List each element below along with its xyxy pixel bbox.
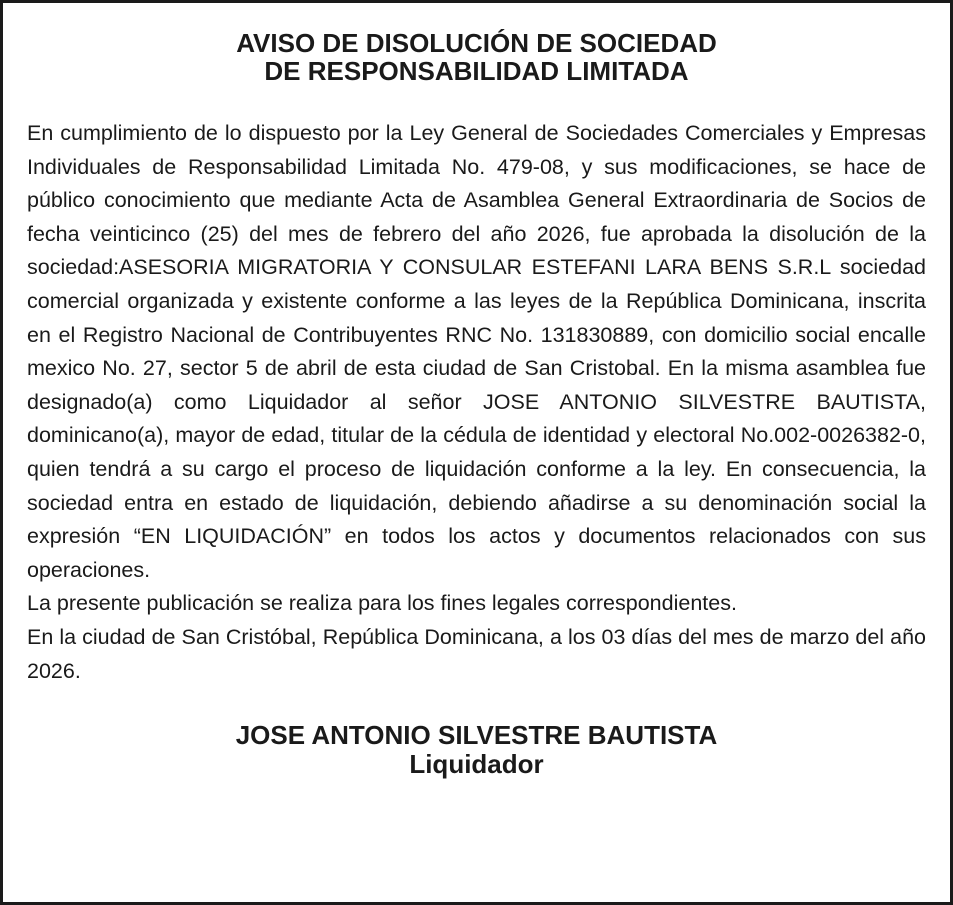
signature-block bbox=[27, 721, 926, 779]
notice-title-line-1: AVISO DE DISOLUCIÓN DE SOCIEDAD bbox=[236, 28, 717, 58]
notice-body bbox=[27, 117, 926, 688]
signer-role: Liquidador bbox=[409, 749, 544, 780]
notice-paragraph-main: En cumplimiento de lo dispuesto por la Ley General de Sociedades Comerciales y Empresas Individuales de Responsabilidad Limitada No. 479-08, y sus modificaciones, se hace de público conocimiento que mediante Acta de Asamblea General Extraordinaria de Socios de fecha veinticinco (25) del mes de febrero del año 2026, fue aprobada la disolución de la sociedad:ASESORIA MIGRATORIA Y CONSULAR ESTEFANI LARA BENS S.R.L sociedad comercial organizada y existente conforme a las leyes de la República Dominicana, inscrita en el Registro Nacional de Contribuyentes RNC No. 131830889, con domicilio social encalle mexico No. 27, sector 5 de abril de esta ciudad de San Cristobal. En la misma asamblea fue designado(a) como Liquidador al señor JOSE ANTONIO SILVESTRE BAUTISTA, dominicano(a), mayor de edad, titular de la cédula de identidad y electoral No.002-0026382-0, quien tendrá a su cargo el proceso de liquidación conforme a la ley. En consecuencia, la sociedad entra en estado de liquidación, debiendo añadirse a su denominación social la expresión “EN LIQUIDACIÓN” en todos los actos y documentos relacionados con sus operaciones. bbox=[27, 121, 926, 582]
notice-title-line-2: DE RESPONSABILIDAD LIMITADA bbox=[264, 56, 689, 86]
signer-name: JOSE ANTONIO SILVESTRE BAUTISTA bbox=[235, 720, 718, 751]
notice-paragraph-purpose: La presente publicación se realiza para los fines legales correspondientes. bbox=[27, 591, 737, 616]
notice-paragraph-place-date: En la ciudad de San Cristóbal, República Dominicana, a los 03 días del mes de marzo del año 2026. bbox=[27, 624, 926, 683]
notice-title bbox=[27, 29, 926, 85]
